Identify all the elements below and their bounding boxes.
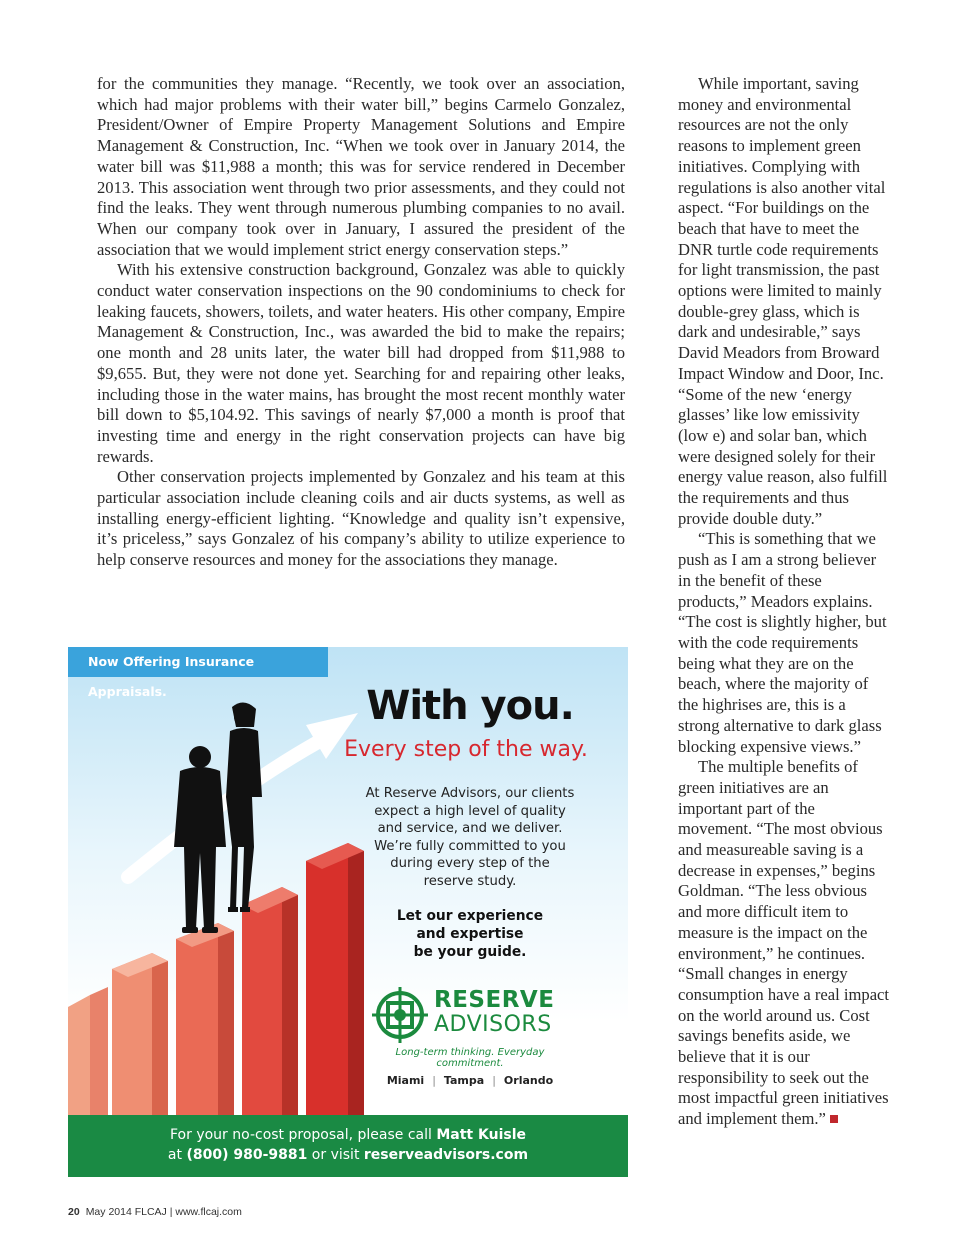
article-paragraph: for the communities they manage. “Recently, we took over an association, which had major problems with their water bill,” begins Carmelo Gonzalez, President/Owner of Empire Property Management Solutions and Empire Management & Construction, Inc. “When we took over in January 2014, the water bill was $11,988 a month; this was for service rendered in December 2013. This association went through two prior assessments, and they could not find the leaks. They went through numerous plumbing companies to no avail. When our company took over in January, I assured the president of the association that we would implement strict energy conservation steps.” [97, 74, 625, 259]
article-paragraph: While important, saving money and environmental resources are not the only reasons to implement green initiatives. Complying with regulations is also another vital aspect. “For buildings on the beach that have to meet the DNR turtle code requirements for light transmission, the past options were limited to mainly double-grey glass, which is dark and undesirable,” says David Meadors from Broward Impact Window and Door, Inc. “Some of the new ‘energy glasses’ like low emissivity (low e) and solar ban, which were designed solely for their energy value reason, also fulfill the requirements and thus provide double duty.” [678, 74, 888, 528]
footer-line-1 [68, 1125, 628, 1145]
page-number: 20 [68, 1206, 80, 1218]
contact-phone[interactable]: (800) 980-9881 [186, 1147, 308, 1163]
page-folio [68, 1206, 242, 1218]
article-paragraph: “This is something that we push as I am a strong believer in the benefit of these products,” Meadors explains. “The cost is slightly higher, but with the code requirements being what they are on the beach, where the majority of the highrises are, this is a strong alternative to dark glass blocking expensive views.” [678, 529, 887, 756]
reserve-advisors-logo-icon [370, 985, 430, 1045]
article-paragraph-last [678, 757, 890, 1130]
footer-call-text: For your no-cost proposal, please call [170, 1127, 437, 1143]
city-orlando: Orlando [503, 1074, 554, 1087]
ad-guide-line: be your guide. [413, 944, 527, 960]
ad-guide-line: Let our experience [396, 908, 544, 924]
reserve-advisors-logo[interactable] [370, 985, 560, 1045]
logo-word-advisors: ADVISORS [434, 1012, 552, 1037]
ad-body-line: and service, and we deliver. [377, 821, 563, 837]
contact-url-link[interactable]: reserveadvisors.com [363, 1147, 529, 1163]
ad-contact-footer [68, 1115, 628, 1177]
folio-text: May 2014 FLCAJ | www.flcaj.com [85, 1206, 242, 1218]
bar-steps-icon [68, 843, 364, 1115]
ad-body-text [360, 785, 580, 891]
ad-subheadline: Every step of the way. [344, 737, 588, 762]
city-miami: Miami [386, 1074, 425, 1087]
ad-tab-banner: Now Offering Insurance Appraisals. [68, 647, 328, 677]
businessman-silhouette-icon [174, 746, 226, 933]
ad-body-line: We’re fully committed to you [374, 838, 566, 854]
reserve-advisors-ad[interactable] [68, 647, 628, 1177]
businesswoman-silhouette-icon [226, 702, 262, 912]
city-separator: | [432, 1074, 436, 1087]
ad-tagline: Long-term thinking. Everyday commitment. [395, 1047, 545, 1069]
ad-headline: With you. [366, 683, 574, 729]
article-paragraph: Other conservation projects implemented by Gonzalez and his team at this particular association include cleaning coils and air ducts systems, as well as installing energy-efficient lighting. “Knowledge and quality isn’t expensive, it’s priceless,” says Gonzalez of his company’s ability to utilize experience to help conserve resources and money for the associations they manage. [97, 467, 625, 570]
article-left-column [97, 74, 625, 571]
end-mark-icon [830, 1115, 838, 1123]
city-tampa: Tampa [443, 1074, 485, 1087]
article-paragraph: With his extensive construction background, Gonzalez was able to quickly conduct water conservation inspections on the 90 condominiums to check for leaking faucets, showers, toilets, and water heaters. His other company, Empire Management & Construction, Inc., was awarded the bid to make the repairs; one month and 28 units later, the water bill had dropped from $11,988 to $9,655. But, they were not done yet. Searching for and repairing other leaks, including those in the water mains, has brought the most recent monthly water bill down to $5,104.92. This savings of nearly $7,000 a month is proof that investing time and energy in the right conservation projects can have big rewards. [97, 260, 625, 466]
footer-visit-text: or visit [307, 1147, 364, 1163]
footer-at-text: at [167, 1147, 187, 1163]
footer-line-2 [68, 1145, 628, 1165]
ad-guide-line: and expertise [416, 926, 524, 942]
article-right-column [678, 74, 890, 1130]
city-separator: | [492, 1074, 496, 1087]
ad-body-line: At Reserve Advisors, our clients [365, 786, 575, 801]
ad-city-list [370, 1074, 570, 1087]
ad-guide-text [370, 907, 570, 961]
ad-body-line: during every step of the [390, 856, 550, 872]
logo-word-reserve: RESERVE [434, 987, 555, 1013]
contact-name: Matt Kuisle [436, 1127, 526, 1143]
ad-body-line: reserve study. [423, 873, 517, 889]
article-paragraph-text: The multiple benefits of green initiatives are an important part of the movement. “The most obvious and measureable saving is a decrease in expenses,” begins Goldman. “The less obvious and more difficult item to measure is the impact on the environment,” he continues. “Small changes in energy consumption have a real impact on the world around us. Cost savings benefits aside, we believe that it is our responsibility to seek out the most impactful green initiatives and implement them.” [678, 757, 890, 1129]
ad-body-line: expect a high level of quality [374, 803, 566, 819]
